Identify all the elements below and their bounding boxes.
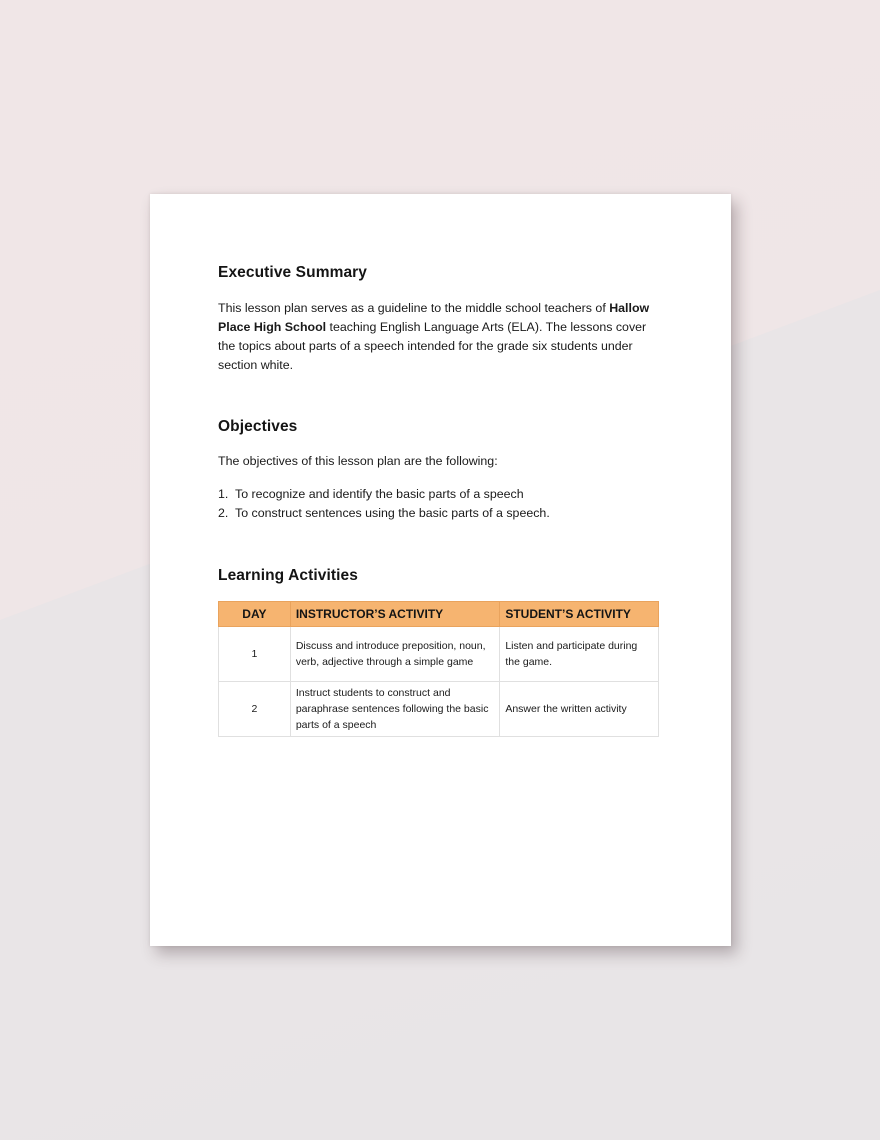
student-activity-cell: Answer the written activity [500,682,659,737]
page-content [218,264,660,737]
table-row [219,682,659,737]
objective-text: To recognize and identify the basic parts of a speech [235,487,524,501]
day-cell: 1 [219,627,291,682]
objectives-intro: The objectives of this lesson plan are the following: [218,454,498,468]
objective-item [218,485,660,504]
student-activity-cell: Listen and participate during the game. [500,627,659,682]
objective-number: 1. [218,487,229,501]
table-row [219,627,659,682]
executive-summary-text [218,299,660,375]
school-name: Hallow Place High School [218,301,650,334]
summary-text-end: teaching English Language Arts (ELA). The lessons cover the topics about parts of a speech intended for the grade six students under section white. [218,320,647,372]
instructor-activity-cell: Instruct students to construct and paraphrase sentences following the basic parts of a speech [290,682,500,737]
objectives-heading: Objectives [218,418,298,435]
executive-summary-heading: Executive Summary [218,264,368,281]
objectives-list [218,485,660,523]
learning-activities-table [218,601,659,737]
summary-text-start: This lesson plan serves as a guideline to the middle school teachers of [218,301,610,315]
instructor-activity-cell: Discuss and introduce preposition, noun, verb, adjective through a simple game [290,627,500,682]
learning-activities-heading: Learning Activities [218,567,358,584]
objective-item [218,504,660,523]
objective-text: To construct sentences using the basic parts of a speech. [235,506,550,520]
header-instructor-activity: INSTRUCTOR’S ACTIVITY [290,602,500,627]
header-day: DAY [219,602,291,627]
document-page [150,194,731,946]
header-student-activity: STUDENT’S ACTIVITY [500,602,659,627]
objective-number: 2. [218,506,229,520]
table-header-row [219,602,659,627]
day-cell: 2 [219,682,291,737]
